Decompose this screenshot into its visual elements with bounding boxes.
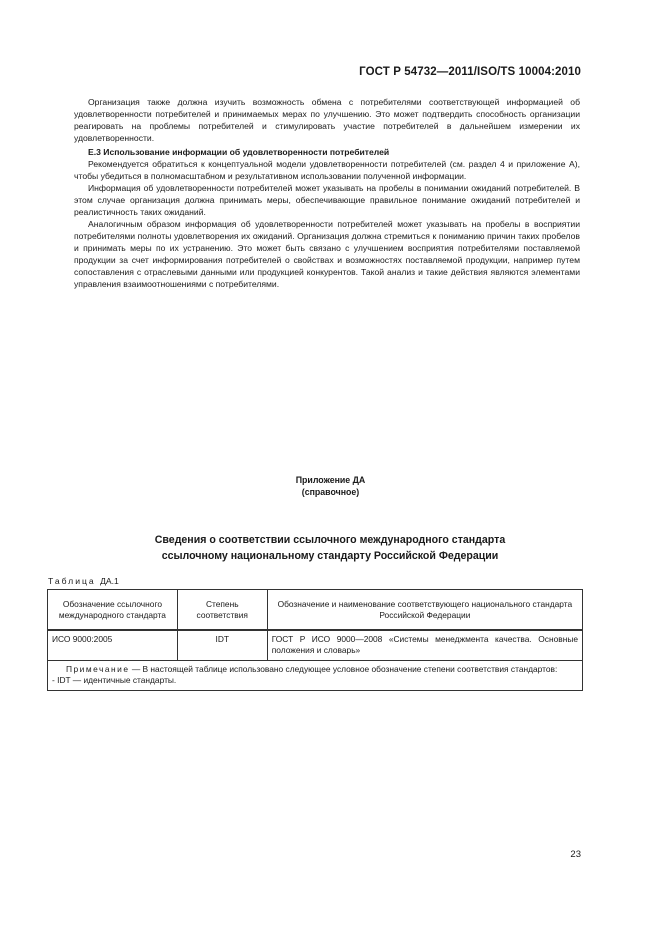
table-cell: ГОСТ Р ИСО 9000—2008 «Системы менеджмента качества. Основные положения и словарь»: [267, 630, 582, 661]
annex-type: (справочное): [301, 487, 360, 497]
column-header: Обозначение и наименование соответствующего национального стандарта Российской Федерации: [267, 590, 582, 631]
note-body: — В настоящей таблице использовано следующее условное обозначение степени соответствия стандартов:: [131, 664, 558, 674]
table-note-row: [48, 661, 583, 691]
table-header-row: [48, 590, 583, 631]
table-caption-word: Таблица: [48, 576, 96, 586]
annex-label: Приложение ДА: [295, 475, 366, 485]
column-header: Обозначение ссылочного международного стандарта: [48, 590, 178, 631]
paragraph: Аналогичным образом информация об удовлетворенности потребителей может указывать на пробелы в восприятии потребителями полноты удовлетворения их ожиданий. Организация должна стремиться к пониманию причин таких пробелов и принимать меры по их устранению. Это может быть связано с улучшением восприятия потребителями поставляемой продукции за счет информирования потребителей о свойствах и возможностях поставляемой продукции, например путем сопоставления с отраслевыми данными или продукцией конкурентов. Такой анализ и такие действия являются элементами управления взаимоотношениями с потребителями.: [74, 219, 580, 289]
note-item: - IDT — идентичные стандарты.: [52, 675, 177, 685]
paragraph: Рекомендуется обратиться к концептуальной модели удовлетворенности потребителей (см. раздел 4 и приложение А), чтобы убедиться в полномасштабном и результативном использовании полученной информации.: [74, 159, 580, 181]
table-note: [48, 661, 583, 691]
document-code-header: ГОСТ Р 54732—2011/ISO/TS 10004:2010: [359, 66, 581, 78]
note-label: Примечание: [66, 664, 130, 674]
annex-title-line: ссылочному национальному стандарту Российской Федерации: [161, 550, 499, 562]
table-caption: [48, 576, 119, 586]
table-caption-number: ДА.1: [100, 576, 119, 586]
paragraph: Информация об удовлетворенности потребителей может указывать на пробелы в понимании ожиданий потребителей. В этом случае организация должна принимать меры, обеспечивающие правильное понимание ожиданий потребителей и реалистичность таких ожиданий.: [74, 183, 580, 217]
table-cell: IDT: [177, 630, 267, 661]
table-cell: ИСО 9000:2005: [48, 630, 178, 661]
annex-title: [60, 532, 600, 564]
page-number: 23: [570, 849, 581, 860]
table-row: [48, 630, 583, 661]
reference-table: [47, 589, 583, 691]
note-text: [52, 664, 578, 675]
annex-heading: [0, 474, 661, 498]
body-text: [74, 96, 580, 290]
section-heading: Е.3 Использование информации об удовлетворенности потребителей: [88, 147, 390, 157]
annex-title-line: Сведения о соответствии ссылочного международного стандарта: [154, 534, 506, 546]
paragraph: Организация также должна изучить возможность обмена с потребителями соответствующей информацией об удовлетворенности потребителей и принимаемых мерах по улучшению. Это может подтвердить способность организации реагировать на проблемы потребителей и стимулировать участие потребителей в дальнейшем измерении их удовлетворенности.: [74, 97, 580, 143]
column-header: Степень соответствия: [177, 590, 267, 631]
